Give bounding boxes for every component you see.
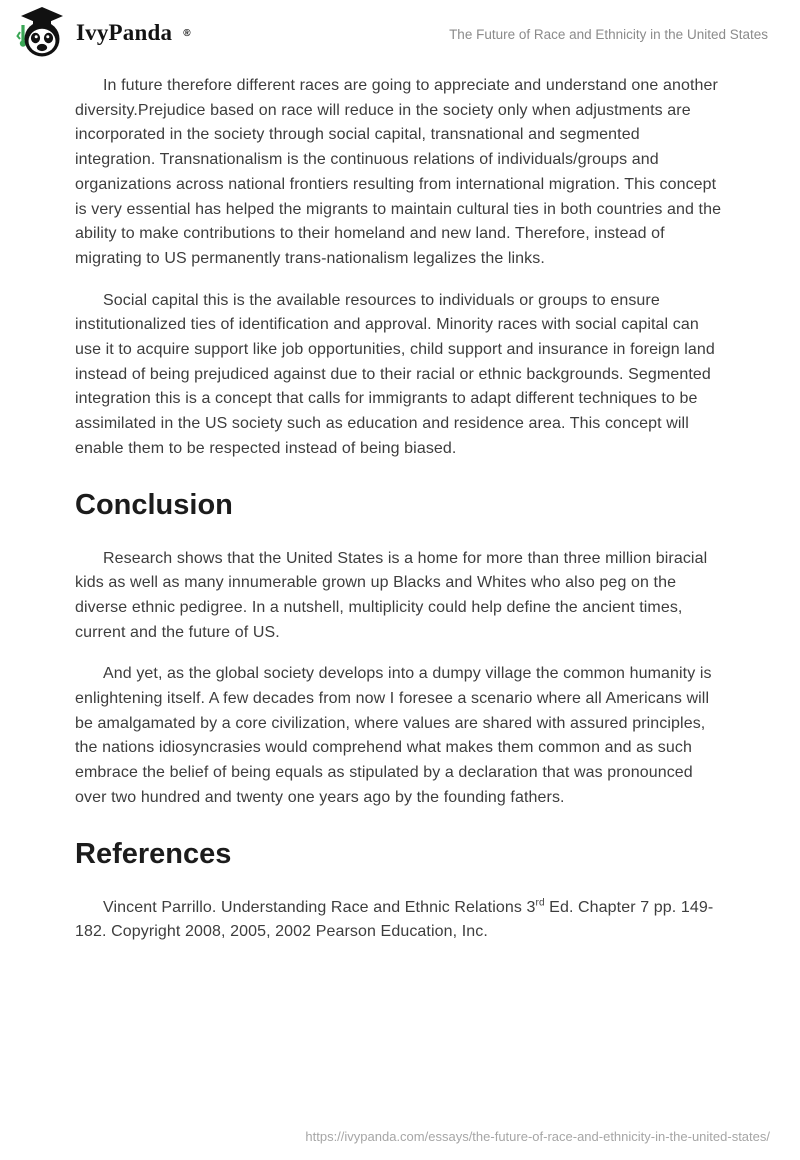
reference-citation [75, 896, 722, 945]
intro-paragraph-2: Social capital this is the available resources to individuals or groups to ensure institutionalized ties of identification and approval. Minority races with social capital can use it to acquire support like job opportunities, child support and insurance in foreign land instead of being prejudiced against due to their racial or ethnic backgrounds. Segmented integration this is a concept that calls for immigrants to adapt different techniques to be assimilated in the US society such as education and residence area. This concept will enable them to be respected instead of being biased. [75, 291, 715, 457]
page-header [0, 0, 800, 64]
registered-trademark: ® [183, 27, 191, 39]
citation-ordinal-superscript: rd [535, 897, 545, 909]
conclusion-paragraph-1: Research shows that the United States is a home for more than three million biracial kids as well as many innumerable grown up Blacks and Whites who also peg on the diverse ethnic pedigree. In a nutshell, multiplicity could help define the ancient times, current and the future of US. [75, 549, 708, 641]
document-title: The Future of Race and Ethnicity in the United States [449, 26, 768, 42]
section-heading-conclusion: Conclusion [75, 488, 233, 521]
section-heading-references: References [75, 837, 232, 870]
citation-text-start: Vincent Parrillo. Understanding Race and Ethnic Relations 3 [103, 898, 536, 916]
ivypanda-logo[interactable] [16, 6, 191, 60]
source-url: https://ivypanda.com/essays/the-future-of-race-and-ethnicity-in-the-united-states/ [305, 1129, 770, 1144]
panda-graduate-icon [16, 6, 66, 60]
article-body [0, 64, 800, 945]
brand-name: IvyPanda [76, 20, 173, 45]
citation-text-end: Ed. Chapter 7 pp. 149-182. Copyright 2008, 2005, 2002 Pearson Education, Inc. [75, 898, 714, 941]
intro-paragraph-1: In future therefore different races are going to appreciate and understand one another diversity.Prejudice based on race will reduce in the society only when adjustments are incorporated in the society through social capital, transnational and segmented integration. Transnationalism is the continuous relations of individuals/groups and organizations across national frontiers resulting from international migration. This concept is very essential has helped the migrants to maintain cultural ties in both countries and the ability to make contributions to their homeland and new land. Therefore, instead of migrating to US permanently trans-nationalism legalizes the links. [75, 77, 722, 267]
conclusion-paragraph-2: And yet, as the global society develops into a dumpy village the common humanity is enlightening itself. A few decades from now I foresee a scenario where all Americans will be amalgamated by a core civilization, where values are shared with assured principles, the nations idiosyncrasies would comprehend what makes them common and as such embrace the belief of being equals as stipulated by a declaration that was pronounced over two hundred and twenty one years ago by the founding fathers. [75, 665, 712, 806]
